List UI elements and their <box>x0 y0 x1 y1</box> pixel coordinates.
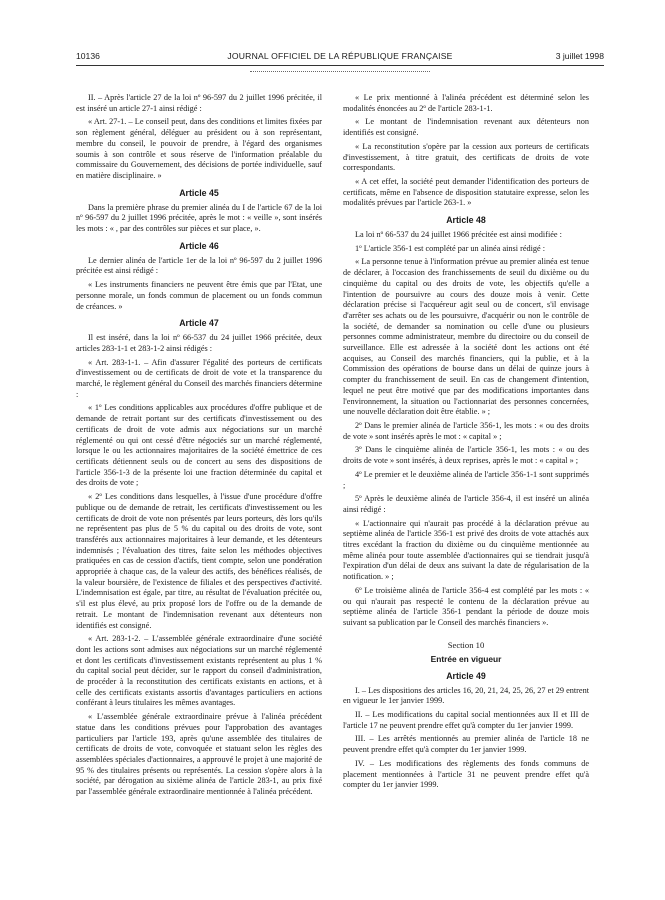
paragraph: « 1º Les conditions applicables aux procédures d'offre publique et de demande de retrait portant sur des certificats d'investissement ou des certificats de droit de vote admis aux négociations sur un marché réglementé ou qui ont cessé d'être négociés sur un marché réglementé, lorsque le ou les actionnaires majoritaires de la société émettrice de ces certificats détiennent seuls ou de concert au sens des dispositions de l'article 356-1-3 de la présente loi une fraction déterminée du capital et des droits de vote ; <box>76 403 322 488</box>
paragraph: Il est inséré, dans la loi nº 66-537 du 24 juillet 1966 précitée, deux articles 283-1-1 et 283-1-2 ainsi rédigés : <box>76 333 322 353</box>
header-rule <box>76 65 604 66</box>
paragraph: « L'actionnaire qui n'aurait pas procédé à la déclaration prévue au septième alinéa de l'article 356-1 est privé des droits de vote attachés aux titres excédant la fraction du dixième ou du cinquième mentionnée au même alinéa pour toute assemblée d'actionnaires qui se tiendrait jusqu'à l'expiration d'un délai de deux ans suivant la date de régularisation de la notification. » ; <box>343 518 589 582</box>
paragraph: « Art. 283-1-2. – L'assemblée générale extraordinaire d'une société dont les actions sont admises aux négociations sur un marché réglementé et dont les certificats d'investissement existants représentent au plus 1 % du capital social peut décider, sur le rapport du conseil d'administration, de procéder à la reconstitution des certificats existants en actions, et à celle des certificats existants assortis d'avantages particuliers en actions conférant à leurs titulaires les mêmes avantages. <box>76 634 322 708</box>
section-subtitle: Entrée en vigueur <box>430 653 502 664</box>
paragraph: Dans la première phrase du premier alinéa du I de l'article 67 de la loi nº 96-597 du 2 juillet 1996 précitée, après le mot : « veille », sont insérés les mots : « , par des contrôles sur pièces et sur place, ». <box>76 202 322 234</box>
paragraph: « La reconstitution s'opère par la cession aux porteurs de certificats d'investissement, à titre gratuit, des certificats de droits de vote correspondants. <box>343 141 589 173</box>
paragraph: « 2º Les conditions dans lesquelles, à l'issue d'une procédure d'offre publique ou de demande de retrait, les certificats d'investissement ou les certificats de droit de vote non présentés par leurs porteurs, dès lors qu'ils ne représentent pas plus de 5 % du capital ou des droits de vote, sont transférés aux actionnaires majoritaires à leur demande, et les détenteurs indemnisés ; l'évaluation des titres, faite selon les méthodes objectives pratiquées en cas de cession d'actifs, tient compte, selon une pondération appropriée à chaque cas, de la valeur des actifs, des bénéfices réalisés, de la valeur boursière, de l'existence de filiales et des perspectives d'activité. L'indemnisation est égale, par titre, au résultat de l'évaluation précitée ou, s'il est plus élevé, au prix proposé lors de l'offre ou de la demande de retrait. Le montant de l'indemnisation revenant aux détenteurs non identifiés est consigné. <box>76 492 322 630</box>
article-heading: Article 47 <box>179 318 219 329</box>
paragraph: 1º L'article 356-1 est complété par un alinéa ainsi rédigé : <box>355 243 546 253</box>
paragraph: II. – Les modifications du capital social mentionnées aux II et III de l'article 17 ne peuvent prendre effet qu'à compter du 1er janvier 1999. <box>343 710 589 730</box>
paragraph: « La personne tenue à l'information prévue au premier alinéa est tenue de déclarer, à l'occasion des franchissements de seuil du dixième ou du cinquième du capital ou des droits de vote, les objectifs qu'elle a l'intention de poursuivre au cours des douze mois à venir. Cette déclaration précise si l'acquéreur agit seul ou de concert, s'il envisage d'arrêter ses achats ou de les poursuivre, d'acquérir ou non le contrôle de la société, de demander sa nomination ou celle d'une ou plusieurs personnes comme administrateur, membre du directoire ou du conseil de surveillance. Elle est adressée à la société dont les actions ont été acquises, au Conseil des marchés financiers, qui la publie, et à la Commission des opérations de bourse dans un délai de quinze jours à compter du franchissement de seuil. En cas de changement d'intention, lequel ne peut être motivé que par des modifications importantes dans l'environnement, la situation ou l'actionnariat des personnes concernées, une nouvelle déclaration doit être établie. » ; <box>343 257 589 417</box>
article-heading: Article 48 <box>446 215 486 226</box>
paragraph: Le dernier alinéa de l'article 1er de la loi nº 96-597 du 2 juillet 1996 précitée est ainsi rédigé : <box>76 255 322 276</box>
page-number: 10136 <box>76 51 100 61</box>
article-heading: Article 46 <box>179 240 219 251</box>
article-heading: Article 45 <box>179 187 219 198</box>
publication-date: 3 juillet 1998 <box>555 51 604 61</box>
right-column <box>343 93 589 893</box>
header-dotted-rule <box>250 71 430 72</box>
journal-title: JOURNAL OFFICIEL DE LA RÉPUBLIQUE FRANÇAISE <box>227 51 453 61</box>
paragraph: III. – Les arrêtés mentionnés au premier alinéa de l'article 18 ne peuvent prendre effet qu'à compter du 1er janvier 1999. <box>343 734 589 755</box>
paragraph: II. – Après l'article 27 de la loi nº 96-597 du 2 juillet 1996 précitée, il est inséré un article 27-1 ainsi rédigé : <box>76 93 322 113</box>
left-column <box>76 93 322 893</box>
section-heading: Section 10 <box>447 639 485 650</box>
paragraph: « Art. 27-1. – Le conseil peut, dans des conditions et limites fixées par son règlement général, déléguer au président ou à son représentant, membre du conseil, le pouvoir de prendre, à l'égard des organismes soumis à son contrôle et sous réserve de l'information préalable du commissaire du Gouvernement, des décisions de portée individuelle, sauf en matière disciplinaire. » <box>76 117 322 180</box>
paragraph: « A cet effet, la société peut demander l'identification des porteurs de certificats, même en l'absence de disposition statutaire expresse, selon les modalités prévues par l'article 263-1. » <box>343 176 589 208</box>
paragraph: 5º Après le deuxième alinéa de l'article 356-4, il est inséré un alinéa ainsi rédigé : <box>343 494 589 514</box>
paragraph: « Le montant de l'indemnisation revenant aux détenteurs non identifiés est consigné. <box>343 117 589 138</box>
page-header <box>76 48 604 64</box>
paragraph: I. – Les dispositions des articles 16, 20, 21, 24, 25, 26, 27 et 29 entrent en vigueur le 1er janvier 1999. <box>343 685 589 706</box>
paragraph: « Les instruments financiers ne peuvent être émis que par l'Etat, une personne morale, un fonds commun de placement ou un fonds commun de créances. » <box>76 280 322 311</box>
paragraph: 4º Le premier et le deuxième alinéa de l'article 356-1-1 sont supprimés ; <box>343 469 589 490</box>
paragraph: 3º Dans le cinquième alinéa de l'article 356-1, les mots : « ou des droits de vote » sont insérés, à deux reprises, après le mot : « capital » ; <box>343 445 589 466</box>
paragraph: La loi nº 66-537 du 24 juillet 1966 précitée est ainsi modifiée : <box>355 230 562 240</box>
paragraph: « L'assemblée générale extraordinaire prévue à l'alinéa précédent statue dans les conditions prévues pour l'approbation des avantages particuliers par l'article 193, après qu'une assemblée des titulaires de certificats de droits de vote, convoquée et statuant selon les règles des assemblées spéciales d'actionnaires, a approuvé le projet à une majorité de 95 % des titulaires présents ou représentés. La cession s'opère alors à la société, par dérogation au sixième alinéa de l'article 283-1, au prix fixé par l'assemblée générale extraordinaire mentionnée à l'alinéa précédent. <box>76 712 322 797</box>
paragraph: « Art. 283-1-1. – Afin d'assurer l'égalité des porteurs de certificats d'investissement ou de certificats de droit de vote et la transparence du marché, le règlement général du Conseil des marchés financiers détermine : <box>76 357 322 399</box>
paragraph: 6º Le troisième alinéa de l'article 356-4 est complété par les mots : « ou qui n'aurait pas respecté le contenu de la déclaration prévue au septième alinéa de l'article 356-1 pendant la période de douze mois suivant sa publication par le Conseil des marchés financiers ». <box>343 585 589 627</box>
article-heading: Article 49 <box>446 670 486 681</box>
paragraph: « Le prix mentionné à l'alinéa précédent est déterminé selon les modalités énoncées au 2º de l'article 283-1-1. <box>343 93 589 113</box>
paragraph: 2º Dans le premier alinéa de l'article 356-1, les mots : « ou des droits de vote » sont insérés après le mot : « capital » ; <box>343 420 589 441</box>
paragraph: IV. – Les modifications des règlements des fonds communs de placement mentionnées à l'article 31 ne peuvent prendre effet qu'à compter du 1er janvier 1999. <box>343 758 589 790</box>
